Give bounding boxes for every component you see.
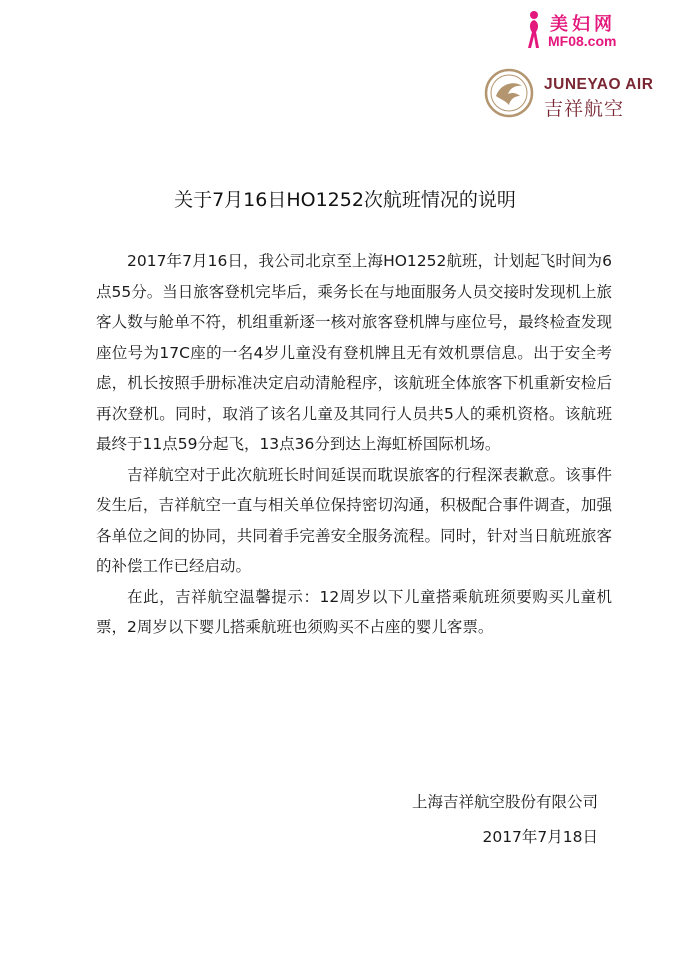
watermark: [522, 8, 672, 54]
document-body: [96, 246, 612, 643]
watermark-url: MF08.com: [548, 33, 617, 49]
watermark-title: 美妇网: [550, 14, 616, 35]
paragraph-incident: 2017年7月16日，我公司北京至上海HO1252航班，计划起飞时间为6点55分。当日旅客登机完毕后，乘务长在与地面服务人员交接时发现机上旅客人数与舱单不符，机组重新逐一核对旅客登机牌与座位号，最终检查发现座位号为17C座的一名4岁儿童没有登机牌且无有效机票信息。出于安全考虑，机长按照手册标准决定启动清舱程序，该航班全体旅客下机重新安检后再次登机。同时，取消了该名儿童及其同行人员共5人的乘机资格。该航班最终于11点59分起飞，13点36分到达上海虹桥国际机场。: [96, 252, 612, 453]
logo-english-name: JUNEYAO AIR: [544, 76, 654, 93]
signature-date: 2017年7月18日: [482, 828, 598, 846]
logo-chinese-name: 吉祥航空: [544, 98, 625, 120]
phoenix-emblem-icon: [484, 68, 534, 118]
juneyao-logo: [484, 68, 674, 118]
page-title: 关于7月16日HO1252次航班情况的说明: [174, 189, 516, 211]
woman-silhouette-icon: [522, 10, 544, 50]
paragraph-apology: 吉祥航空对于此次航班长时间延误而耽误旅客的行程深表歉意。该事件发生后，吉祥航空一直与相关单位保持密切沟通，积极配合事件调查，加强各单位之间的协同，共同着手完善安全服务流程。同时，针对当日航班旅客的补偿工作已经启动。: [96, 465, 612, 575]
signature-company: 上海吉祥航空股份有限公司: [411, 793, 598, 811]
paragraph-reminder: 在此，吉祥航空温馨提示：12周岁以下儿童搭乘航班须要购买儿童机票，2周岁以下婴儿搭乘航班也须购买不占座的婴儿客票。: [96, 587, 612, 636]
